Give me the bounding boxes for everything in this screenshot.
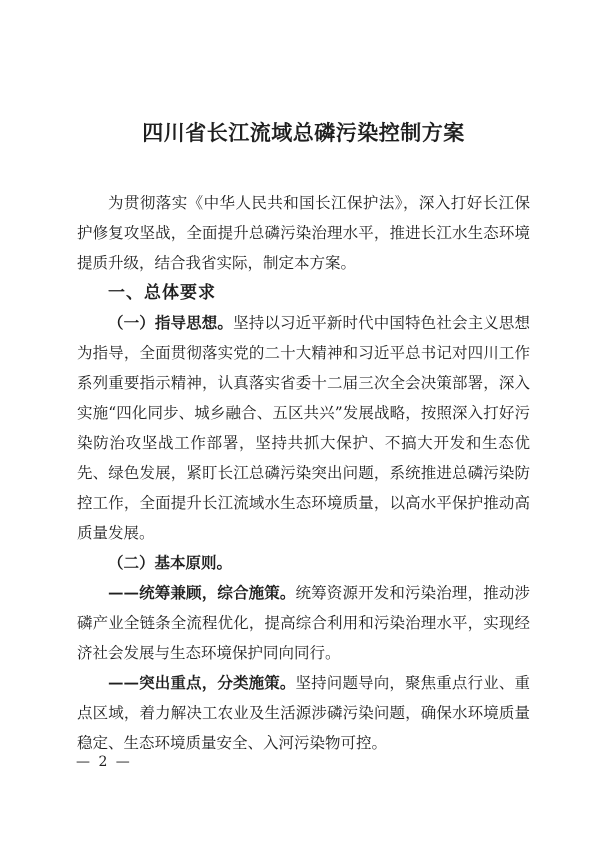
principle-text-key-focus: 坚持问题导向，聚焦重点行业、重点区域，着力解决工农业及生活源涉磷污染问题，确保水环境质量稳定、生态环境质量安全、入河污染物可控。 (77, 674, 530, 752)
principle-text-coordination: 统筹资源开发和污染治理，推动涉磷产业全链条全流程优化，提高综合利用和污染治理水平，实现经济社会发展与生态环境保护同向同行。 (77, 584, 530, 662)
paragraph-basic-principles (77, 548, 530, 578)
paragraph-principle-key-focus (77, 668, 530, 758)
principle-lead-coordination: ——统筹兼顾，综合施策。 (108, 583, 296, 602)
paragraph-intro: 为贯彻落实《中华人民共和国长江保护法》，深入打好长江保护修复攻坚战，全面提升总磷污染治理水平，推进长江水生态环境提质升级，结合我省实际，制定本方案。 (77, 194, 530, 272)
page-number: — 2 — (76, 754, 132, 770)
paragraph-principle-coordination (77, 578, 530, 668)
subsection-label-guiding-ideology: （一）指导思想。 (108, 313, 234, 332)
paragraph-guiding-ideology (77, 308, 530, 548)
section-heading-overall-requirements: 一、总体要求 (108, 283, 216, 303)
document-title: 四川省长江流域总磷污染控制方案 (142, 120, 465, 145)
paragraph-guiding-ideology-text: 坚持以习近平新时代中国特色社会主义思想为指导，全面贯彻落实党的二十大精神和习近平总书记对四川工作系列重要指示精神，认真落实省委十二届三次全会决策部署，深入实施“四化同步、城乡融合、五区共兴”发展战略，按照深入打好污染防治攻坚战工作部署，坚持共抓大保护、不搞大开发和生态优先、绿色发展，紧盯长江总磷污染突出问题，系统推进总磷污染防控工作，全面提升长江流域水生态环境质量，以高水平保护推动高质量发展。 (77, 314, 530, 542)
subsection-label-basic-principles: （二）基本原则。 (108, 553, 233, 572)
principle-lead-key-focus: ——突出重点，分类施策。 (108, 673, 296, 692)
document-body (77, 188, 530, 758)
